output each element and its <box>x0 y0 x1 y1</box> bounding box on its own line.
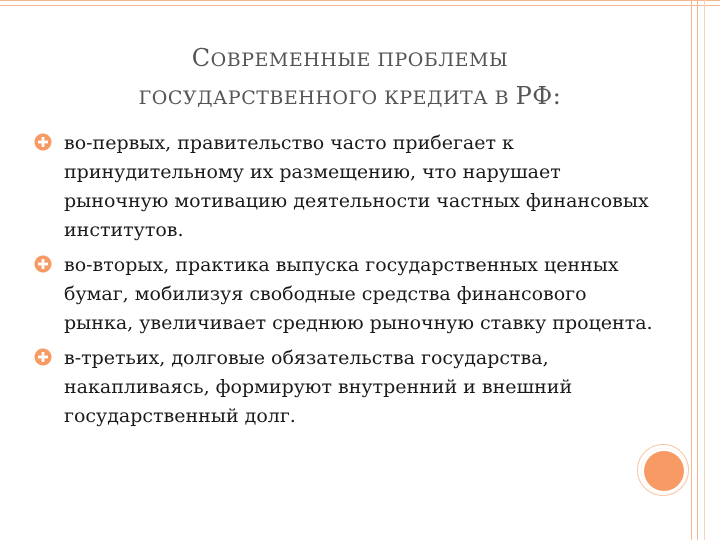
title-country: РФ: <box>515 82 562 110</box>
title-initial: С <box>191 44 211 72</box>
list-item <box>34 344 654 431</box>
title-line-1-text: ОВРЕМЕННЫЕ ПРОБЛЕМЫ <box>210 49 509 71</box>
decorative-circle <box>641 448 687 494</box>
right-frame-line <box>697 0 698 540</box>
list-item-text: в-третьих, долговые обязательства государства, накапливаясь, формируют внутренний и внешний государственный долг. <box>64 347 573 427</box>
title-line-1 <box>60 40 640 78</box>
list-item-text: во-первых, правительство часто прибегает к принудительному их размещению, что нарушает рыночную мотивацию деятельности частных финансовых институтов. <box>64 132 649 241</box>
list-item <box>34 129 654 245</box>
plus-circle-icon <box>34 348 52 366</box>
right-frame-line <box>691 0 692 540</box>
plus-circle-icon <box>34 133 52 151</box>
plus-circle-icon <box>34 255 52 273</box>
slide-title <box>60 40 640 116</box>
title-line-2-text: ГОСУДАРСТВЕННОГО КРЕДИТА В <box>138 87 516 109</box>
list-item <box>34 251 654 338</box>
list-item-text: во-вторых, практика выпуска государственных ценных бумаг, мобилизуя свободные средства финансового рынка, увеличивает среднюю рыночную ставку процента. <box>64 254 653 334</box>
right-frame-line <box>704 0 705 540</box>
bullet-list <box>34 129 654 437</box>
title-line-2 <box>60 78 640 116</box>
top-frame-line <box>0 0 720 6</box>
